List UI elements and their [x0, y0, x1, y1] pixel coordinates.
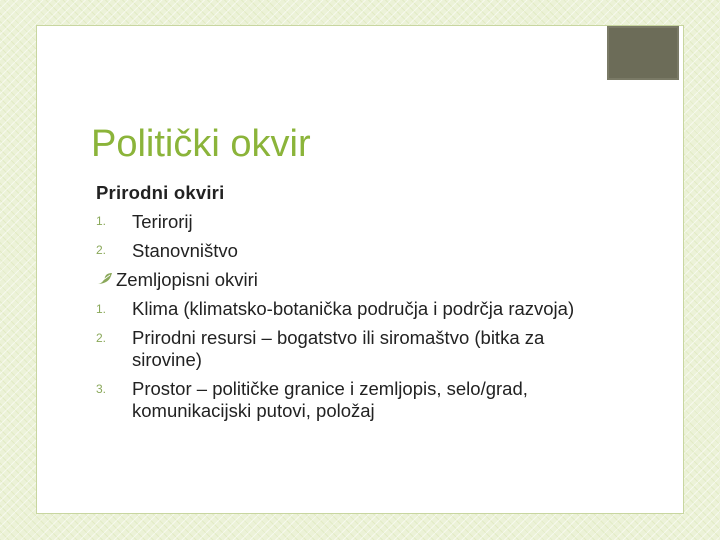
list-item-text: Terirorij — [132, 211, 193, 232]
section-heading: Prirodni okviri — [96, 182, 225, 203]
list-item — [96, 207, 616, 236]
list-item-text: Prostor – političke granice i zemljopis, selo/grad, komunikacijski putovi, položaj — [132, 378, 528, 421]
bullet-item — [96, 265, 616, 294]
bullet-item-text: Zemljopisni okviri — [116, 269, 258, 290]
list-marker: 1. — [96, 214, 107, 228]
list-item-text: Prirodni resursi – bogatstvo ili siromaštvo (bitka za sirovine) — [132, 327, 545, 370]
slide-title: Politički okvir — [91, 123, 311, 165]
list-marker: 2. — [96, 331, 107, 345]
list-item — [96, 323, 616, 374]
decorative-corner-block — [607, 26, 679, 80]
list-marker: 2. — [96, 243, 107, 257]
list-item — [96, 294, 616, 323]
list-marker: 1. — [96, 302, 107, 316]
list-item-text: Klima (klimatsko-botanička područja i podrčja razvoja) — [132, 298, 575, 319]
list-item-text: Stanovništvo — [132, 240, 238, 261]
list-marker: 3. — [96, 382, 107, 396]
slide-content — [96, 178, 616, 425]
list-item — [96, 236, 616, 265]
leaf-bullet-icon — [96, 272, 114, 286]
list-item — [96, 374, 616, 425]
